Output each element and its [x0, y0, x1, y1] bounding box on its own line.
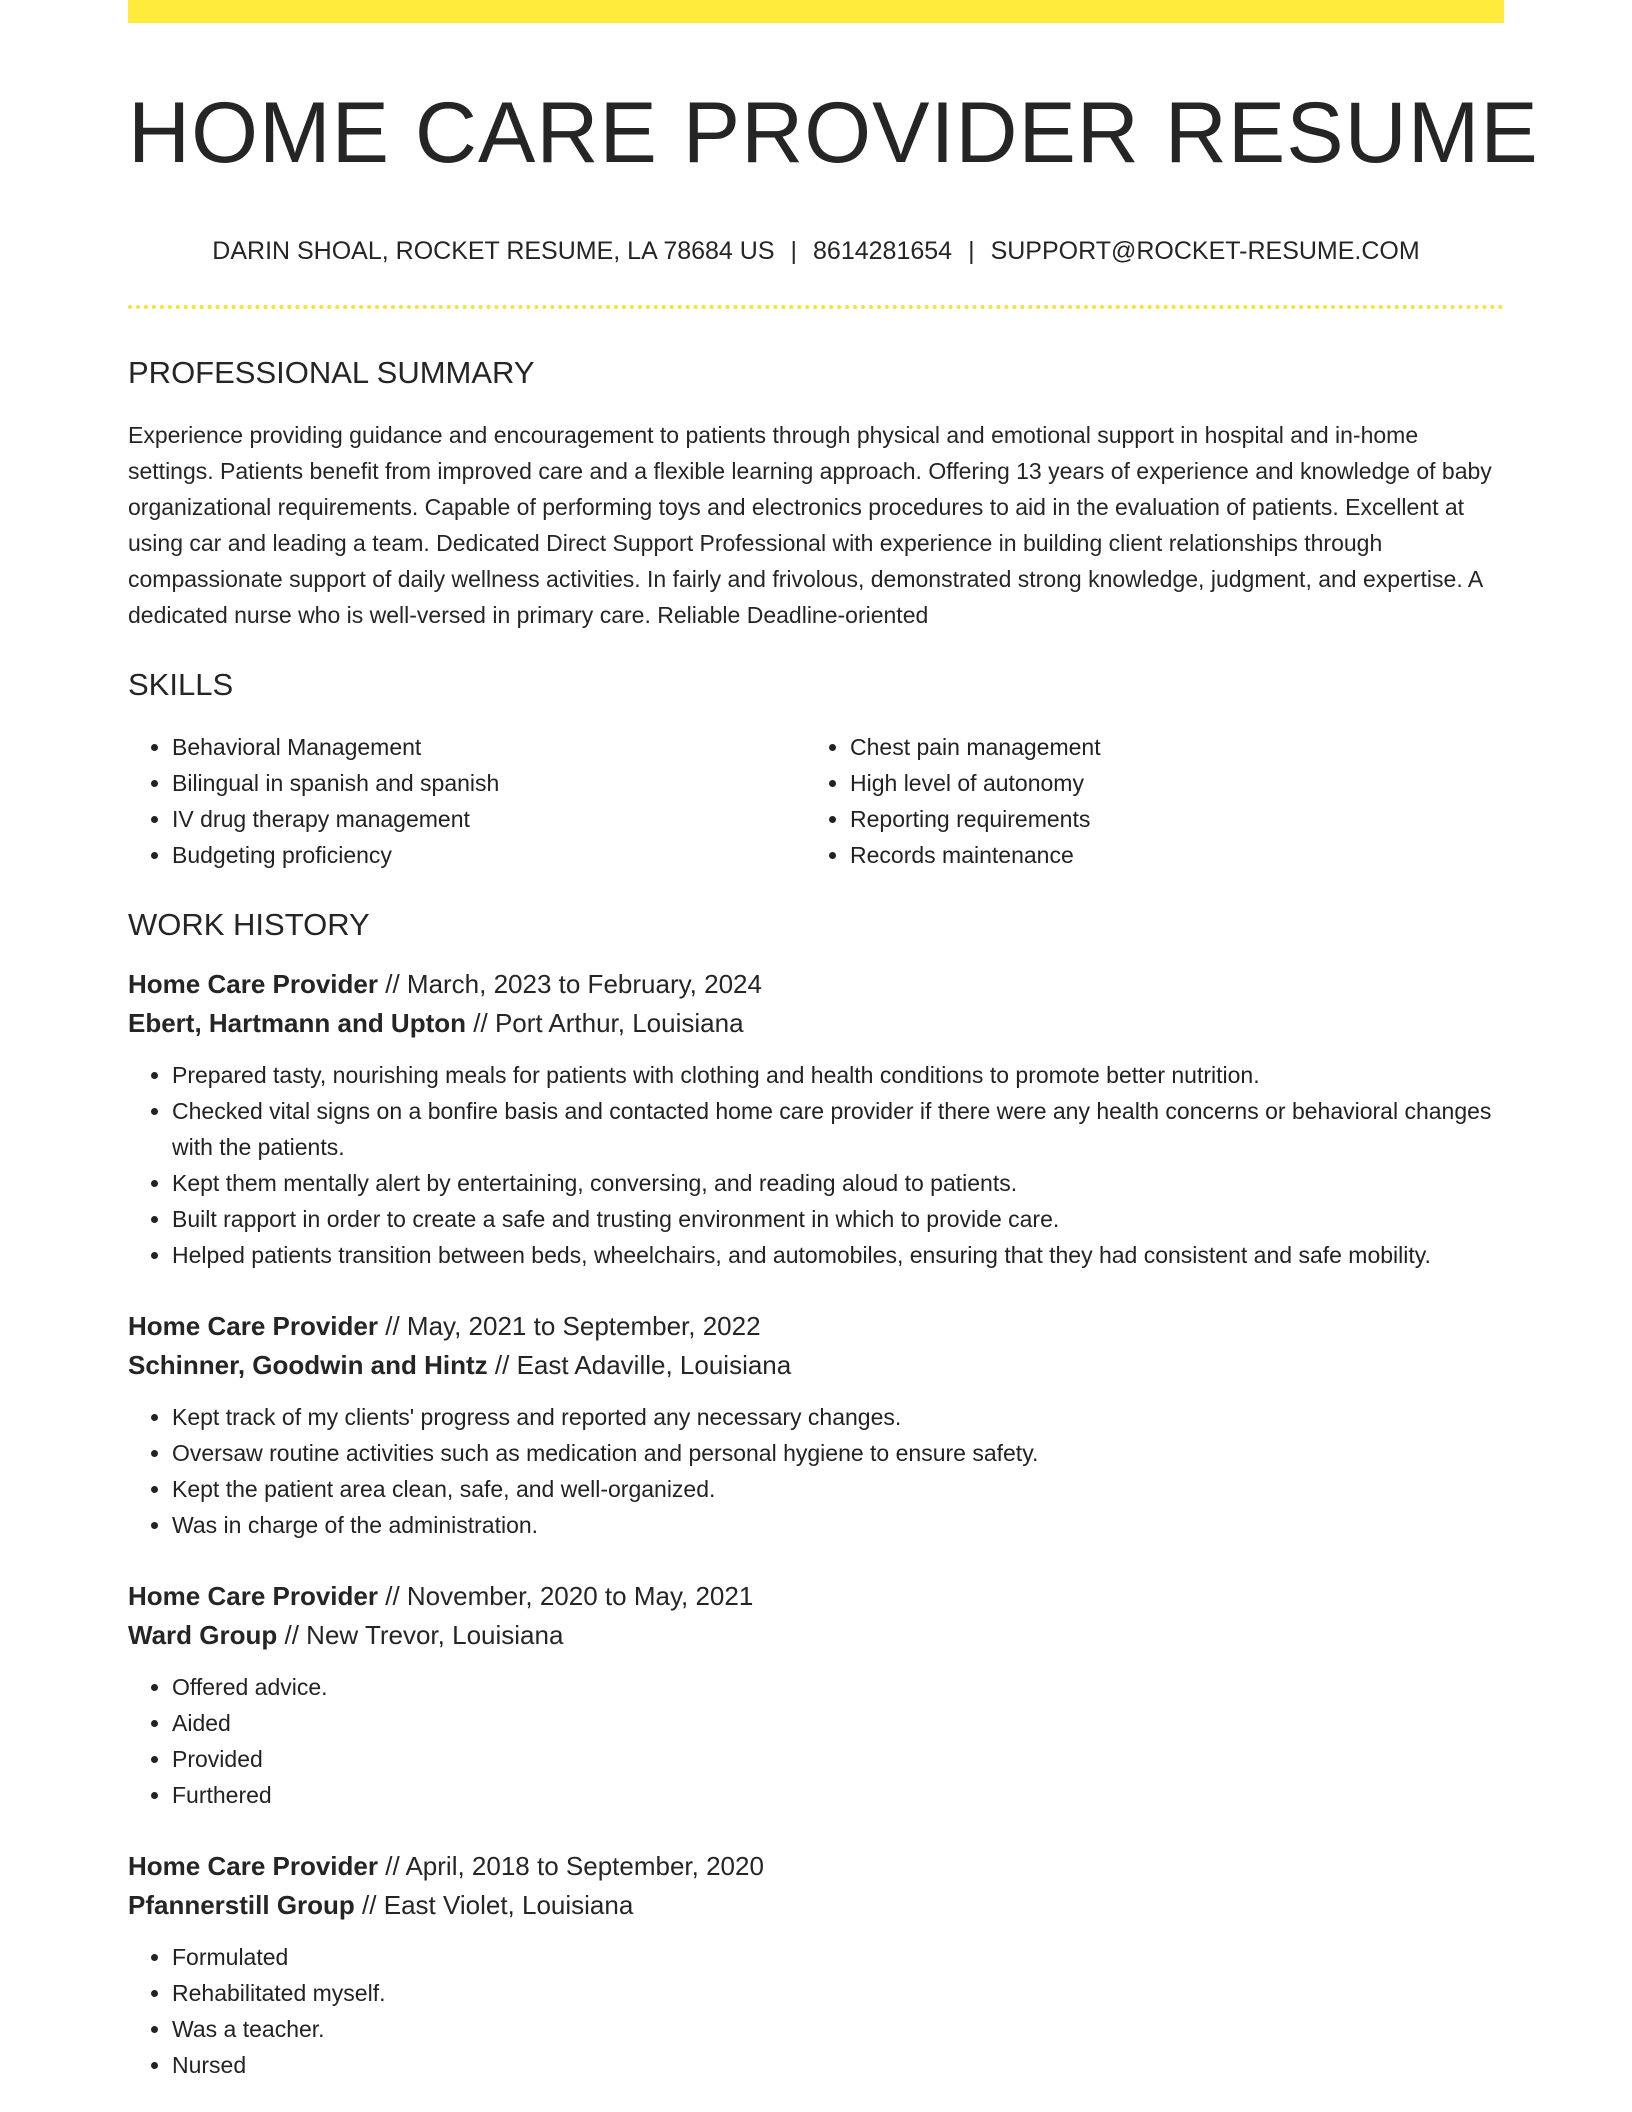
job-title-line — [128, 965, 1504, 1004]
job-title-line — [128, 1307, 1504, 1346]
job-bullet: • Checked vital signs on a bonfire basis and contacted home care provider if there were any health concerns or behavioral changes with the patients. — [172, 1093, 1504, 1165]
accent-bar — [128, 0, 1504, 23]
job-separator: // — [362, 1890, 377, 1920]
skill-item: • Budgeting proficiency — [172, 837, 806, 873]
job-bullet: • Prepared tasty, nourishing meals for patients with clothing and health conditions to promote better nutrition. — [172, 1057, 1504, 1093]
job-bullet: • Formulated — [172, 1939, 1504, 1975]
job-bullet: • Furthered — [172, 1777, 1504, 1813]
job-dates: November, 2020 to May, 2021 — [406, 1581, 754, 1611]
skill-item: • Bilingual in spanish and spanish — [172, 765, 806, 801]
job-separator: // — [284, 1620, 299, 1650]
job-entry — [128, 965, 1504, 1273]
contact-line — [128, 235, 1504, 267]
job-company-line — [128, 1886, 1504, 1925]
summary-text: Experience providing guidance and encouragement to patients through physical and emotional support in hospital and in-home settings. Patients benefit from improved care and a flexible learning approach. Offering 13 years of experience and knowledge of baby organizational requirements. Capable of performing toys and electronics procedures to aid in the evaluation of patients. Excellent at using car and leading a team. Dedicated Direct Support Professional with experience in building client relationships through compassionate support of daily wellness activities. In fairly and frivolous, demonstrated strong knowledge, judgment, and expertise. A dedicated nurse who is well-versed in primary care. Reliable Deadline-oriented — [128, 422, 1492, 628]
job-title: Home Care Provider — [128, 1581, 378, 1611]
job-company: Ebert, Hartmann and Upton — [128, 1008, 467, 1038]
job-title-line — [128, 1577, 1504, 1616]
summary-heading: PROFESSIONAL SUMMARY — [128, 355, 535, 390]
job-company-line — [128, 1346, 1504, 1385]
job-bullets — [128, 1669, 1504, 1813]
job-location: East Adaville, Louisiana — [516, 1350, 792, 1380]
contact-separator: | — [790, 237, 798, 265]
job-bullets — [128, 1939, 1504, 2083]
job-separator: // — [385, 969, 400, 999]
job-bullet: • Offered advice. — [172, 1669, 1504, 1705]
job-bullet: • Kept track of my clients' progress and reported any necessary changes. — [172, 1399, 1504, 1435]
skills-column-right — [806, 729, 1484, 873]
job-title: Home Care Provider — [128, 969, 378, 999]
contact-email: SUPPORT@ROCKET-RESUME.COM — [990, 237, 1420, 265]
job-location: East Violet, Louisiana — [383, 1890, 634, 1920]
work-history-heading: WORK HISTORY — [128, 907, 370, 942]
job-separator: // — [385, 1851, 400, 1881]
job-bullet: • Kept them mentally alert by entertaining, conversing, and reading aloud to patients. — [172, 1165, 1504, 1201]
resume-page — [128, 0, 1539, 2083]
job-bullets — [128, 1399, 1504, 1543]
skills-heading: SKILLS — [128, 667, 234, 702]
job-dates: March, 2023 to February, 2024 — [406, 969, 762, 999]
job-dates: May, 2021 to September, 2022 — [406, 1311, 761, 1341]
job-bullet: • Was a teacher. — [172, 2011, 1504, 2047]
job-entry — [128, 1577, 1504, 1813]
job-bullet: • Built rapport in order to create a safe and trusting environment in which to provide care. — [172, 1201, 1504, 1237]
skill-item: • Records maintenance — [850, 837, 1484, 873]
job-location: New Trevor, Louisiana — [306, 1620, 564, 1650]
skill-item: • Behavioral Management — [172, 729, 806, 765]
job-company: Pfannerstill Group — [128, 1890, 355, 1920]
skill-item: • Reporting requirements — [850, 801, 1484, 837]
skill-item: • IV drug therapy management — [172, 801, 806, 837]
job-location: Port Arthur, Louisiana — [494, 1008, 744, 1038]
job-separator: // — [473, 1008, 488, 1038]
skill-item: • Chest pain management — [850, 729, 1484, 765]
job-title-line — [128, 1847, 1504, 1886]
job-bullet: • Was in charge of the administration. — [172, 1507, 1504, 1543]
job-company-line — [128, 1616, 1504, 1655]
job-company-line — [128, 1004, 1504, 1043]
job-bullet: • Helped patients transition between beds, wheelchairs, and automobiles, ensuring that they had consistent and safe mobility. — [172, 1237, 1504, 1273]
job-title: Home Care Provider — [128, 1311, 378, 1341]
job-bullet: • Kept the patient area clean, safe, and well-organized. — [172, 1471, 1504, 1507]
contact-separator: | — [968, 237, 975, 265]
job-dates: April, 2018 to September, 2020 — [405, 1851, 764, 1881]
dotted-divider — [128, 305, 1504, 309]
job-bullet: • Rehabilitated myself. — [172, 1975, 1504, 2011]
job-entry — [128, 1307, 1504, 1543]
job-title: Home Care Provider — [128, 1851, 378, 1881]
job-company: Ward Group — [128, 1620, 278, 1650]
skills-list — [128, 729, 1504, 873]
job-separator: // — [385, 1581, 400, 1611]
resume-title: HOME CARE PROVIDER RESUME — [128, 85, 1539, 181]
job-bullet: • Provided — [172, 1741, 1504, 1777]
job-company: Schinner, Goodwin and Hintz — [128, 1350, 488, 1380]
job-bullet: • Nursed — [172, 2047, 1504, 2083]
job-bullet: • Oversaw routine activities such as medication and personal hygiene to ensure safety. — [172, 1435, 1504, 1471]
skills-column-left — [128, 729, 806, 873]
job-separator: // — [385, 1311, 400, 1341]
job-entry — [128, 1847, 1504, 2083]
contact-address: DARIN SHOAL, ROCKET RESUME, LA 78684 US — [212, 237, 775, 265]
contact-phone: 8614281654 — [813, 237, 953, 265]
job-bullets — [128, 1057, 1504, 1273]
skill-item: • High level of autonomy — [850, 765, 1484, 801]
job-bullet: • Aided — [172, 1705, 1504, 1741]
job-separator: // — [494, 1350, 510, 1380]
